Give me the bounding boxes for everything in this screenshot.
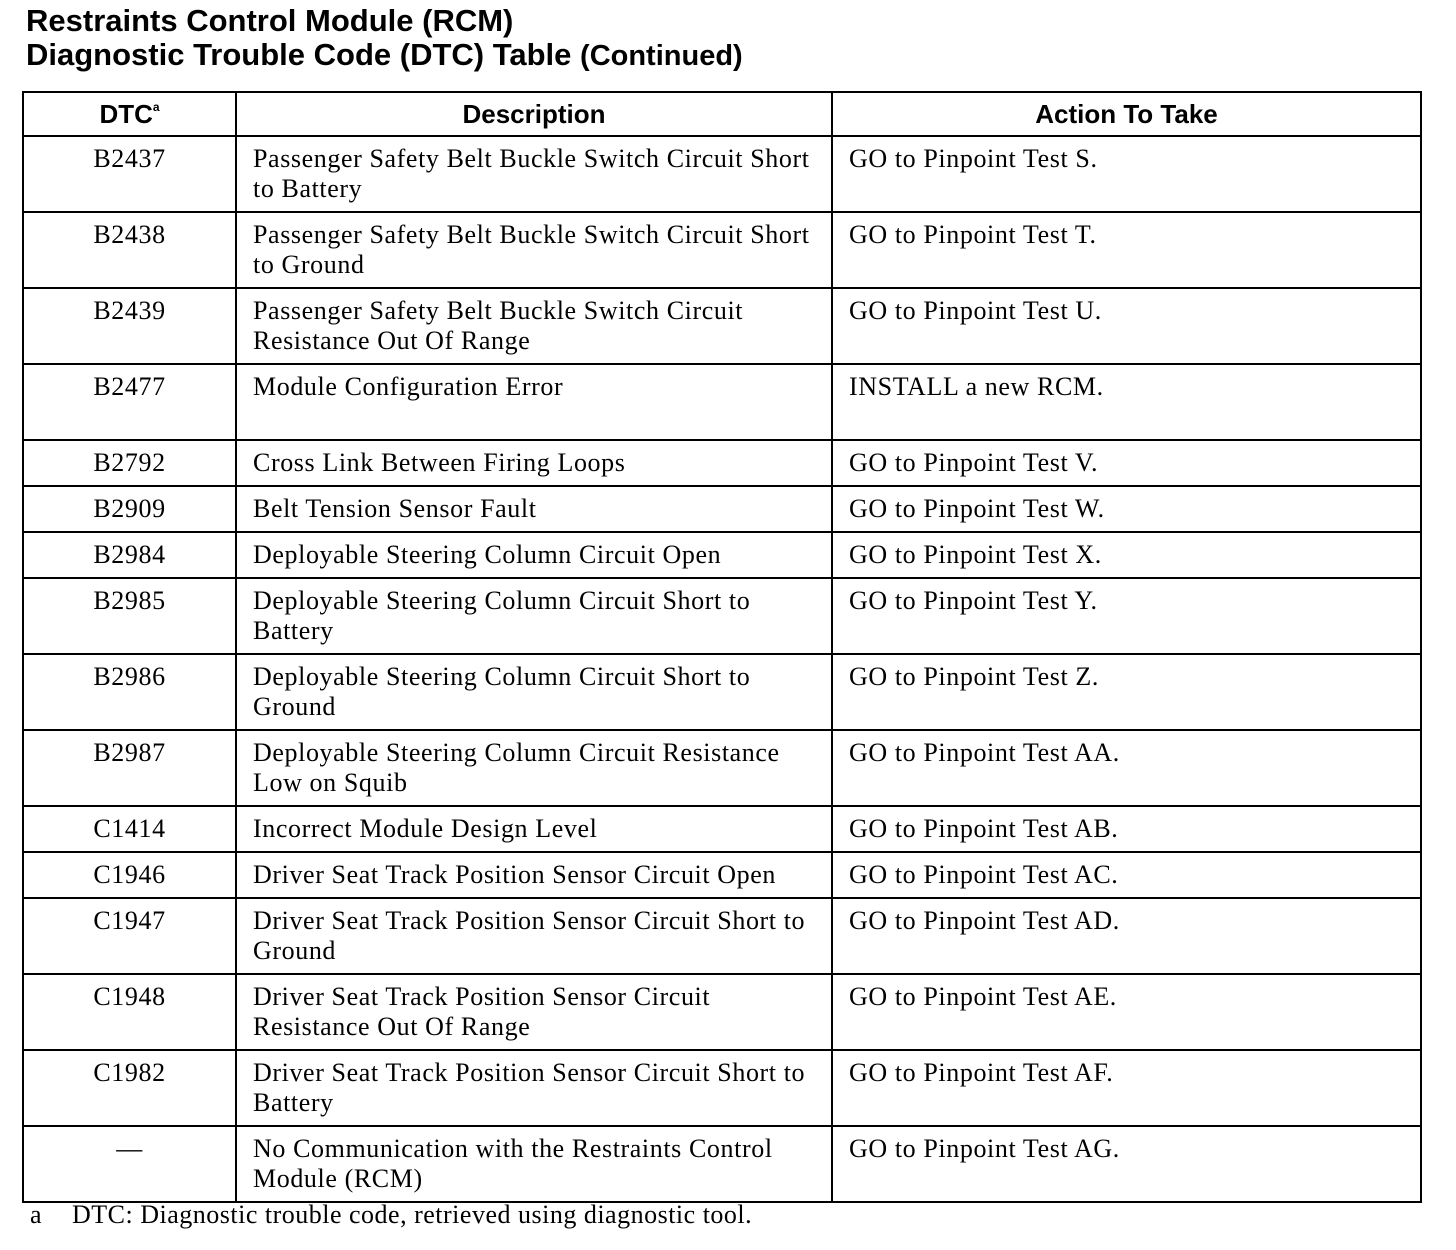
dtc-code: B2987 bbox=[23, 730, 236, 806]
dtc-action: GO to Pinpoint Test V. bbox=[832, 440, 1421, 486]
dtc-code: B2437 bbox=[23, 136, 236, 212]
dtc-description: Module Configuration Error bbox=[236, 364, 832, 440]
dtc-description: Belt Tension Sensor Fault bbox=[236, 486, 832, 532]
dtc-action: GO to Pinpoint Test AC. bbox=[832, 852, 1421, 898]
table-row bbox=[23, 212, 1421, 288]
table-row bbox=[23, 288, 1421, 364]
dtc-code: C1947 bbox=[23, 898, 236, 974]
dtc-description: Incorrect Module Design Level bbox=[236, 806, 832, 852]
dtc-description: Deployable Steering Column Circuit Short to Ground bbox=[236, 654, 832, 730]
table-row bbox=[23, 136, 1421, 212]
footnote-mark: a bbox=[30, 1200, 43, 1229]
table-row bbox=[23, 1050, 1421, 1126]
dtc-description: No Communication with the Restraints Control Module (RCM) bbox=[236, 1126, 832, 1202]
dtc-description: Cross Link Between Firing Loops bbox=[236, 440, 832, 486]
dtc-table bbox=[22, 91, 1422, 1203]
dtc-code: B2985 bbox=[23, 578, 236, 654]
table-row bbox=[23, 974, 1421, 1050]
dtc-description: Deployable Steering Column Circuit Resistance Low on Squib bbox=[236, 730, 832, 806]
table-row bbox=[23, 440, 1421, 486]
title-table-name: Diagnostic Trouble Code (DTC) Table bbox=[26, 37, 572, 72]
dtc-action: INSTALL a new RCM. bbox=[832, 364, 1421, 440]
dtc-action: GO to Pinpoint Test Y. bbox=[832, 578, 1421, 654]
table-row bbox=[23, 1126, 1421, 1202]
table-row bbox=[23, 364, 1421, 440]
dtc-description: Passenger Safety Belt Buckle Switch Circuit Resistance Out Of Range bbox=[236, 288, 832, 364]
dtc-action: GO to Pinpoint Test W. bbox=[832, 486, 1421, 532]
dtc-action: GO to Pinpoint Test AD. bbox=[832, 898, 1421, 974]
title-line-2 bbox=[26, 38, 743, 73]
table-row bbox=[23, 578, 1421, 654]
dtc-code: — bbox=[23, 1126, 236, 1202]
table-row bbox=[23, 730, 1421, 806]
dtc-code: B2438 bbox=[23, 212, 236, 288]
dtc-code: B2477 bbox=[23, 364, 236, 440]
table-row bbox=[23, 852, 1421, 898]
dtc-code: C1982 bbox=[23, 1050, 236, 1126]
dtc-action: GO to Pinpoint Test AG. bbox=[832, 1126, 1421, 1202]
dtc-code: C1948 bbox=[23, 974, 236, 1050]
table-row bbox=[23, 654, 1421, 730]
dtc-code: B2909 bbox=[23, 486, 236, 532]
table-row bbox=[23, 898, 1421, 974]
table-row bbox=[23, 486, 1421, 532]
title-continued: (Continued) bbox=[580, 40, 743, 72]
page-title bbox=[26, 4, 743, 73]
dtc-code: B2986 bbox=[23, 654, 236, 730]
table-row bbox=[23, 806, 1421, 852]
dtc-code: B2792 bbox=[23, 440, 236, 486]
header-dtc-footnote-mark: a bbox=[152, 99, 160, 114]
dtc-description: Deployable Steering Column Circuit Short to Battery bbox=[236, 578, 832, 654]
dtc-action: GO to Pinpoint Test AE. bbox=[832, 974, 1421, 1050]
dtc-action: GO to Pinpoint Test S. bbox=[832, 136, 1421, 212]
dtc-action: GO to Pinpoint Test AF. bbox=[832, 1050, 1421, 1126]
header-action: Action To Take bbox=[832, 92, 1421, 136]
dtc-description: Passenger Safety Belt Buckle Switch Circuit Short to Battery bbox=[236, 136, 832, 212]
header-dtc bbox=[23, 92, 236, 136]
table-footnote bbox=[30, 1200, 752, 1230]
dtc-action: GO to Pinpoint Test Z. bbox=[832, 654, 1421, 730]
dtc-action: GO to Pinpoint Test X. bbox=[832, 532, 1421, 578]
dtc-code: C1414 bbox=[23, 806, 236, 852]
dtc-code: B2439 bbox=[23, 288, 236, 364]
dtc-description: Driver Seat Track Position Sensor Circuit Open bbox=[236, 852, 832, 898]
dtc-description: Driver Seat Track Position Sensor Circuit Short to Ground bbox=[236, 898, 832, 974]
footnote-text: DTC: Diagnostic trouble code, retrieved using diagnostic tool. bbox=[72, 1200, 753, 1229]
dtc-description: Deployable Steering Column Circuit Open bbox=[236, 532, 832, 578]
dtc-action: GO to Pinpoint Test AB. bbox=[832, 806, 1421, 852]
dtc-description: Driver Seat Track Position Sensor Circuit Resistance Out Of Range bbox=[236, 974, 832, 1050]
dtc-code: B2984 bbox=[23, 532, 236, 578]
dtc-action: GO to Pinpoint Test U. bbox=[832, 288, 1421, 364]
dtc-action: GO to Pinpoint Test AA. bbox=[832, 730, 1421, 806]
table-row bbox=[23, 532, 1421, 578]
dtc-description: Driver Seat Track Position Sensor Circuit Short to Battery bbox=[236, 1050, 832, 1126]
dtc-description: Passenger Safety Belt Buckle Switch Circuit Short to Ground bbox=[236, 212, 832, 288]
header-dtc-label: DTC bbox=[99, 98, 153, 129]
title-line-1: Restraints Control Module (RCM) bbox=[26, 3, 514, 38]
dtc-action: GO to Pinpoint Test T. bbox=[832, 212, 1421, 288]
dtc-code: C1946 bbox=[23, 852, 236, 898]
table-header-row bbox=[23, 92, 1421, 136]
header-description: Description bbox=[236, 92, 832, 136]
